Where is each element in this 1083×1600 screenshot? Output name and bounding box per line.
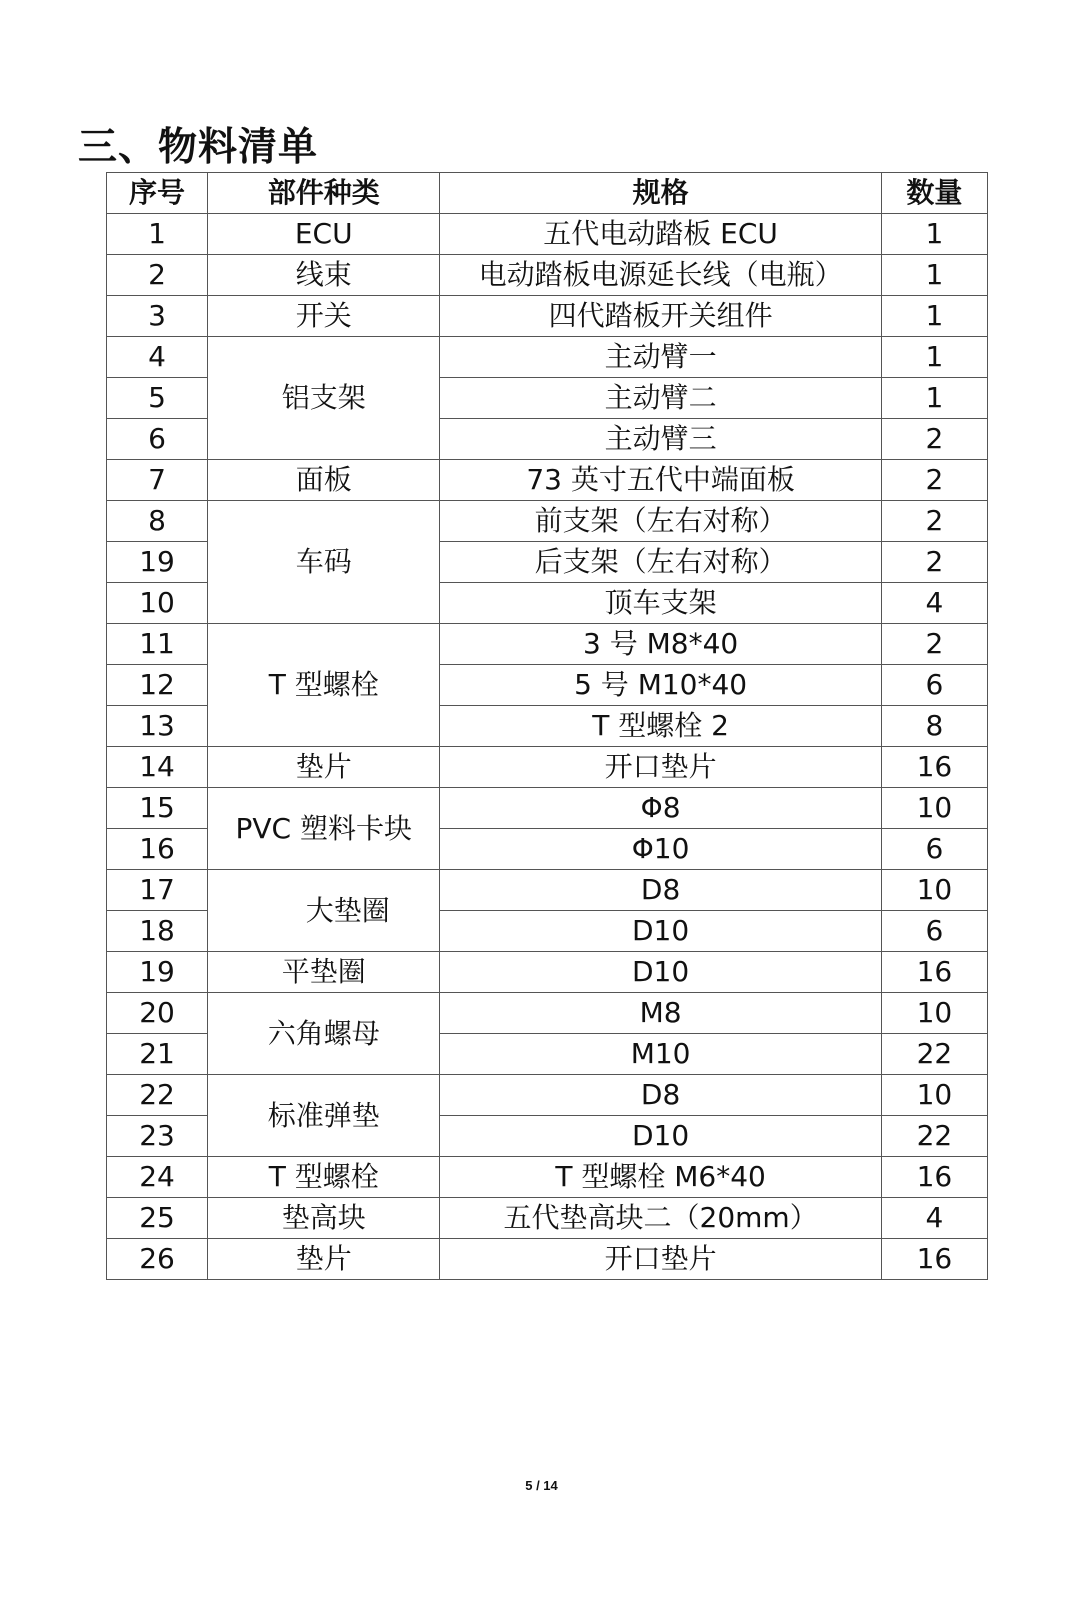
cell-spec: 五代电动踏板 ECU	[440, 214, 882, 255]
cell-seq: 2	[107, 255, 208, 296]
cell-seq: 19	[107, 542, 208, 583]
cell-qty: 10	[881, 788, 987, 829]
cell-part-type: 线束	[208, 255, 440, 296]
cell-qty: 4	[881, 1198, 987, 1239]
cell-part-type: 垫片	[208, 1239, 440, 1280]
cell-part-type: 六角螺母	[208, 993, 440, 1075]
bill-of-materials-table	[106, 172, 988, 1280]
cell-part-type: T 型螺栓	[208, 1157, 440, 1198]
cell-seq: 13	[107, 706, 208, 747]
cell-seq: 25	[107, 1198, 208, 1239]
cell-part-type: ECU	[208, 214, 440, 255]
cell-seq: 4	[107, 337, 208, 378]
cell-seq: 8	[107, 501, 208, 542]
table-row	[107, 952, 988, 993]
table-row	[107, 460, 988, 501]
cell-qty: 16	[881, 952, 987, 993]
table-row	[107, 214, 988, 255]
cell-seq: 24	[107, 1157, 208, 1198]
cell-spec: 主动臂二	[440, 378, 882, 419]
cell-part-type-label: 大垫圈	[305, 893, 390, 927]
cell-spec: 后支架（左右对称）	[440, 542, 882, 583]
table-row	[107, 255, 988, 296]
cell-qty: 1	[881, 214, 987, 255]
cell-part-type: 标准弹垫	[208, 1075, 440, 1157]
cell-spec: T 型螺栓 M6*40	[440, 1157, 882, 1198]
table-row	[107, 870, 988, 911]
table-row	[107, 501, 988, 542]
cell-seq: 26	[107, 1239, 208, 1280]
cell-seq: 15	[107, 788, 208, 829]
cell-qty: 2	[881, 419, 987, 460]
cell-spec: T 型螺栓 2	[440, 706, 882, 747]
header-part-type: 部件种类	[208, 173, 440, 214]
cell-qty: 16	[881, 747, 987, 788]
cell-spec: 顶车支架	[440, 583, 882, 624]
cell-qty: 10	[881, 993, 987, 1034]
cell-spec: Φ10	[440, 829, 882, 870]
cell-part-type: 垫片	[208, 747, 440, 788]
cell-qty: 1	[881, 337, 987, 378]
cell-seq: 5	[107, 378, 208, 419]
cell-spec: 四代踏板开关组件	[440, 296, 882, 337]
cell-qty: 22	[881, 1116, 987, 1157]
cell-spec: 3 号 M8*40	[440, 624, 882, 665]
cell-seq: 10	[107, 583, 208, 624]
cell-seq: 17	[107, 870, 208, 911]
cell-spec: M8	[440, 993, 882, 1034]
cell-spec: D10	[440, 952, 882, 993]
table-row	[107, 1075, 988, 1116]
cell-spec: 五代垫高块二（20mm）	[440, 1198, 882, 1239]
cell-seq: 22	[107, 1075, 208, 1116]
page-title: 三、物料清单	[78, 125, 319, 170]
cell-spec: 主动臂一	[440, 337, 882, 378]
cell-seq: 19	[107, 952, 208, 993]
cell-part-type: 铝支架	[208, 337, 440, 460]
cell-part-type: 平垫圈	[208, 952, 440, 993]
cell-qty: 10	[881, 1075, 987, 1116]
cell-spec: D10	[440, 911, 882, 952]
cell-spec: D8	[440, 870, 882, 911]
cell-qty: 6	[881, 665, 987, 706]
header-spec: 规格	[440, 173, 882, 214]
cell-qty: 22	[881, 1034, 987, 1075]
cell-part-type: 面板	[208, 460, 440, 501]
cell-seq: 11	[107, 624, 208, 665]
cell-seq: 14	[107, 747, 208, 788]
cell-part-type	[208, 870, 440, 952]
cell-part-type: PVC 塑料卡块	[208, 788, 440, 870]
cell-spec: 开口垫片	[440, 1239, 882, 1280]
cell-seq: 6	[107, 419, 208, 460]
cell-spec: 开口垫片	[440, 747, 882, 788]
cell-qty: 6	[881, 829, 987, 870]
table-header-row	[107, 173, 988, 214]
cell-qty: 1	[881, 296, 987, 337]
cell-qty: 2	[881, 501, 987, 542]
cell-part-type: 垫高块	[208, 1198, 440, 1239]
cell-part-type: T 型螺栓	[208, 624, 440, 747]
cell-qty: 6	[881, 911, 987, 952]
cell-spec: D10	[440, 1116, 882, 1157]
cell-qty: 2	[881, 542, 987, 583]
table-row	[107, 1239, 988, 1280]
cell-qty: 2	[881, 624, 987, 665]
table-row	[107, 993, 988, 1034]
table-row	[107, 747, 988, 788]
table-row	[107, 337, 988, 378]
cell-seq: 20	[107, 993, 208, 1034]
table-row	[107, 1157, 988, 1198]
cell-spec: 前支架（左右对称）	[440, 501, 882, 542]
cell-qty: 16	[881, 1239, 987, 1280]
cell-seq: 1	[107, 214, 208, 255]
table-body	[107, 214, 988, 1280]
cell-seq: 3	[107, 296, 208, 337]
table-row	[107, 624, 988, 665]
table-row	[107, 1198, 988, 1239]
cell-spec: 73 英寸五代中端面板	[440, 460, 882, 501]
cell-qty: 16	[881, 1157, 987, 1198]
cell-spec: Φ8	[440, 788, 882, 829]
cell-qty: 10	[881, 870, 987, 911]
cell-qty: 4	[881, 583, 987, 624]
cell-spec: 主动臂三	[440, 419, 882, 460]
cell-seq: 18	[107, 911, 208, 952]
cell-seq: 23	[107, 1116, 208, 1157]
cell-seq: 7	[107, 460, 208, 501]
page-number: 5 / 14	[525, 1478, 558, 1493]
cell-qty: 8	[881, 706, 987, 747]
table-row	[107, 296, 988, 337]
cell-spec: 5 号 M10*40	[440, 665, 882, 706]
table-row	[107, 788, 988, 829]
cell-seq: 16	[107, 829, 208, 870]
cell-spec: D8	[440, 1075, 882, 1116]
header-qty: 数量	[881, 173, 987, 214]
cell-qty: 2	[881, 460, 987, 501]
cell-seq: 12	[107, 665, 208, 706]
cell-qty: 1	[881, 378, 987, 419]
cell-spec: 电动踏板电源延长线（电瓶）	[440, 255, 882, 296]
cell-spec: M10	[440, 1034, 882, 1075]
header-seq: 序号	[107, 173, 208, 214]
cell-part-type: 开关	[208, 296, 440, 337]
cell-seq: 21	[107, 1034, 208, 1075]
cell-qty: 1	[881, 255, 987, 296]
cell-part-type: 车码	[208, 501, 440, 624]
